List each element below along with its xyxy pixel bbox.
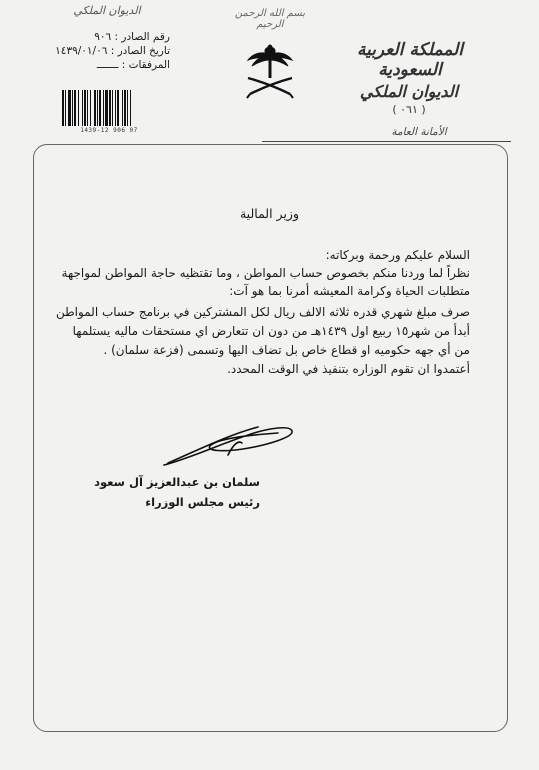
- letter-line: من أي جهه حكوميه او قطاع خاص بل تضاف اليها وتسمى (فزعة سلمان) .: [103, 343, 470, 357]
- royal-court-title: الديوان الملكي: [359, 82, 459, 101]
- barcode: [62, 90, 156, 126]
- letter-line: السلام عليكم ورحمة وبركاته:: [325, 248, 470, 262]
- signatory-name: سلمان بن عبدالعزيز آل سعود: [94, 475, 260, 489]
- issue-number: رقم الصادر : ٩٠٦: [94, 31, 170, 43]
- signature: [158, 415, 298, 475]
- recipient: وزير المالية: [239, 206, 300, 221]
- kingdom-title: المملكة العربية السعودية: [356, 40, 464, 80]
- barcode-number: 1439-12 906 07: [80, 127, 138, 134]
- letter-line: صرف مبلغ شهري قدره ثلاثه الالف ريال لكل المشتركين في برنامج حساب المواطن: [56, 305, 470, 319]
- department-code: ( ٠٦١ ): [392, 103, 426, 116]
- signatory-title: رئيس مجلس الوزراء: [145, 495, 260, 509]
- header-left-title: الديوان الملكي: [73, 4, 141, 17]
- saudi-emblem-icon: [244, 44, 296, 102]
- attachments: المرفقات : ـــــــ: [96, 59, 170, 71]
- header-divider: [262, 141, 511, 142]
- basmala: بسم الله الرحمن الرحيم: [234, 8, 306, 30]
- issue-date: تاريخ الصادر : ١٤٣٩/٠١/٠٦: [55, 45, 170, 57]
- letter-line: متطلبات الحياة وكرامة المعيشه أمرنا بما هو آت:: [229, 284, 470, 298]
- letter-line: أعتمدوا ان تقوم الوزاره بتنفيذ في الوقت المحدد.: [227, 362, 470, 376]
- letter-line: نظراً لما وردنا منكم بخصوص حساب المواطن ، وما تقتظيه حاجة المواطن لمواجهة: [61, 266, 470, 280]
- letter-line: أبدأ من شهر١٥ ربيع اول ١٤٣٩هـ من دون ان تتعارض اي مستحقات ماليه يستلمها: [72, 324, 470, 338]
- general-secretariat: الأمانة العامة: [391, 126, 447, 138]
